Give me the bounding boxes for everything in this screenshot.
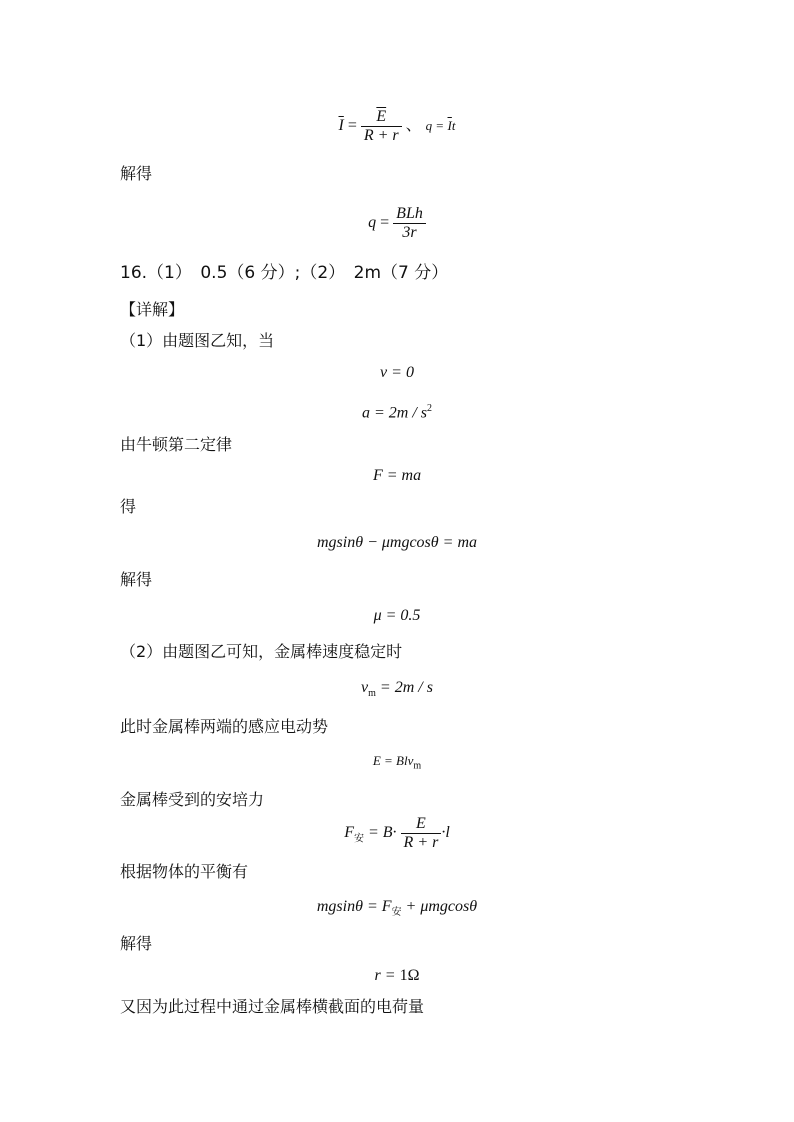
eq-superscript: 2 — [427, 403, 433, 414]
eq-symbol: t — [451, 118, 456, 134]
eq-separator: 、 — [405, 117, 422, 135]
equation-acceleration — [0, 399, 794, 423]
equation-balance — [0, 897, 794, 923]
eq-subscript: m — [413, 760, 422, 772]
text-solve: 解得 — [120, 164, 153, 183]
eq-body: r = — [374, 967, 400, 984]
eq-symbol: = — [380, 214, 390, 232]
eq-symbol: $\overline{I}$ — [338, 117, 344, 135]
fraction — [393, 205, 426, 242]
text-newton: 由牛顿第二定律 — [120, 435, 233, 454]
equation-mu: μ = 0.5 — [373, 607, 421, 624]
eq-symbol: F — [344, 824, 354, 842]
eq-body: = B· — [363, 824, 397, 842]
equation-v0: v = 0 — [380, 364, 414, 381]
fraction-numerator: $\overline{E}$ — [361, 108, 402, 127]
fraction — [401, 815, 442, 852]
equation-average-current — [0, 108, 794, 145]
equation-resistance — [0, 966, 794, 986]
eq-symbol: $\overline{I}$ — [447, 118, 452, 134]
text-emf: 此时金属棒两端的感应电动势 — [120, 717, 329, 736]
eq-body: mgsinθ = F — [316, 898, 392, 915]
eq-subscript: 安 — [353, 833, 364, 845]
eq-subscript: 安 — [391, 907, 402, 919]
eq-body: E = Blv — [372, 753, 414, 768]
text-ampere: 金属棒受到的安培力 — [120, 790, 265, 809]
eq-subscript: m — [368, 688, 376, 700]
eq-symbol: v — [361, 679, 369, 696]
equation-ampere-force — [0, 815, 794, 852]
fraction-denominator: R + r — [403, 834, 439, 851]
eq-symbol: q — [425, 118, 433, 134]
text-charge: 又因为此过程中通过金属棒横截面的电荷量 — [120, 997, 425, 1016]
detail-header: 【详解】 — [120, 300, 185, 319]
equation-fma: F = ma — [372, 467, 422, 484]
fraction-numerator: E — [401, 815, 442, 834]
eq-body: ·l — [441, 824, 450, 842]
eq-body: + μmgcosθ — [401, 898, 478, 915]
text-de: 得 — [120, 497, 137, 516]
text-solve: 解得 — [120, 570, 153, 589]
text-balance: 根据物体的平衡有 — [120, 862, 249, 881]
equation-vm — [0, 678, 794, 704]
fraction-denominator: R + r — [363, 127, 399, 144]
eq-symbol: = — [347, 117, 357, 135]
eq-symbol: = — [436, 118, 444, 134]
fraction — [361, 108, 402, 145]
eq-value: 1Ω — [399, 967, 420, 984]
eq-body: = 2m / s — [375, 679, 433, 696]
question-16-answer: 16.（1） 0.5（6 分）;（2） 2m（7 分） — [120, 263, 449, 283]
fraction-numerator: BLh — [393, 205, 426, 224]
equation-incline: mgsinθ − μmgcosθ = ma — [316, 534, 477, 551]
fraction-denominator: 3r — [402, 224, 417, 241]
eq-body: a = 2m / s — [361, 404, 428, 422]
part2-intro: （2）由题图乙可知，金属棒速度稳定时 — [120, 642, 403, 661]
text-solve: 解得 — [120, 934, 153, 953]
equation-emf — [0, 751, 794, 777]
eq-symbol: q — [368, 214, 377, 232]
equation-charge — [0, 205, 794, 242]
part1-intro: （1）由题图乙知，当 — [120, 331, 275, 350]
